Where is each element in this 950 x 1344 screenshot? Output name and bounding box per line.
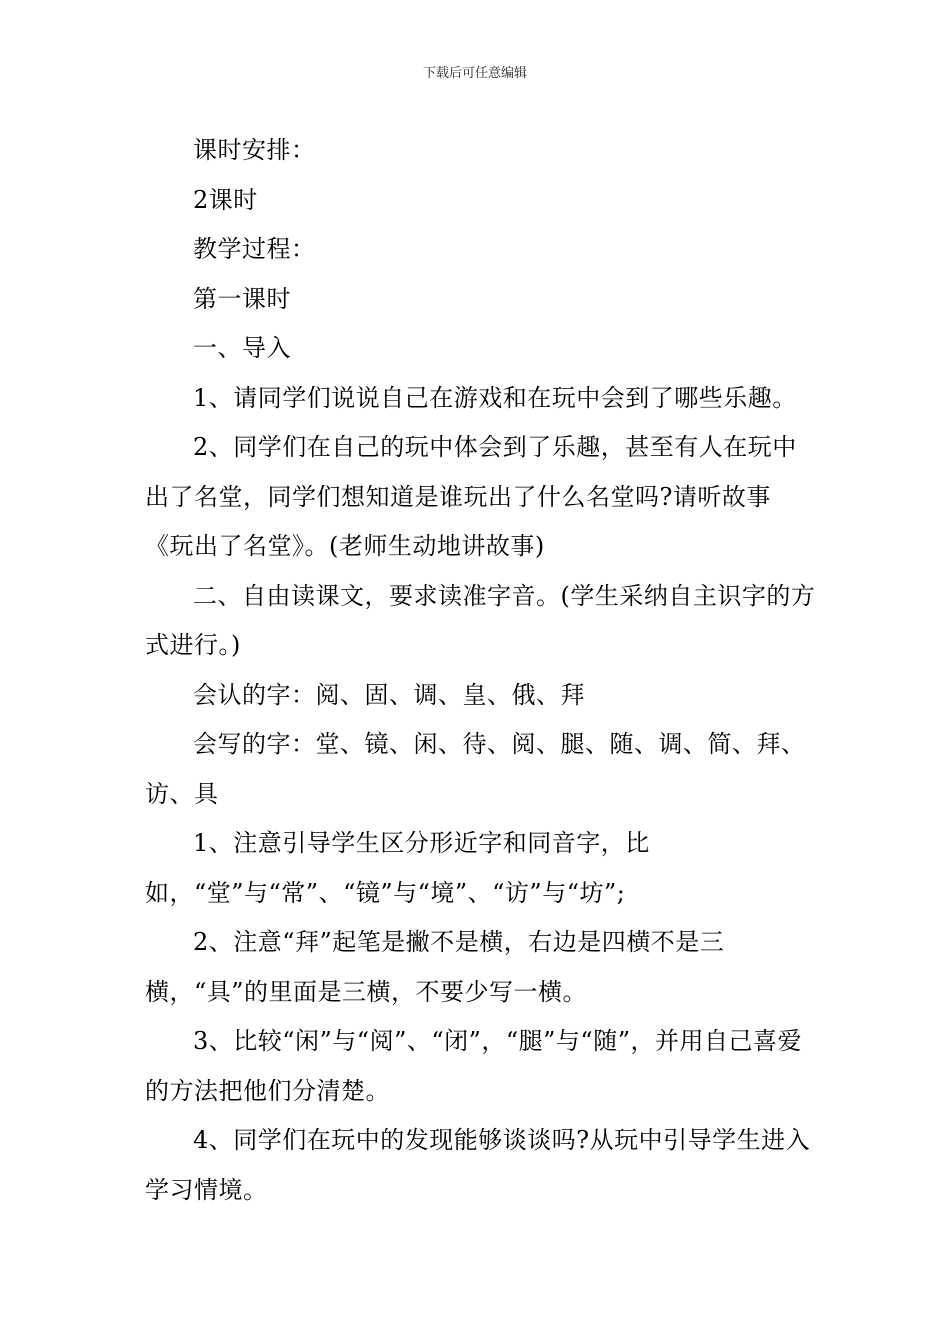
document-body: [145, 126, 817, 1215]
paragraph: 2、同学们在自己的玩中体会到了乐趣，甚至有人在玩中出了名堂，同学们想知道是谁玩出了什么名堂吗?请听故事《玩出了名堂》。(老师生动地讲故事): [145, 433, 797, 560]
section-free-reading: 二、自由读课文，要求读准字音。(学生采纳自主识字的方式进行。): [145, 581, 816, 659]
heading-first-lesson: 第一课时: [193, 284, 291, 313]
section-introduction: 一、导入: [193, 334, 291, 362]
write-characters: 会写的字：堂、镜、闲、待、阅、腿、随、调、简、拜、访、具: [145, 730, 806, 808]
paragraph: 1、注意引导学生区分形近字和同音字，比如，“堂”与“常”、“镜”与“境”、“访”与“坊”;: [145, 829, 650, 907]
paragraph: 2、注意“拜”起笔是撇不是横，右边是四横不是三横，“具”的里面是三横，不要少写一横。: [145, 928, 725, 1006]
paragraph: 4、同学们在玩中的发现能够谈谈吗?从玩中引导学生进入学习情境。: [145, 1126, 811, 1204]
paragraph: 1、请同学们说说自己在游戏和在玩中会到了哪些乐趣。: [193, 383, 797, 412]
page-header: 下载后可任意编辑: [422, 66, 527, 81]
heading-lesson-arrangement: 课时安排：: [193, 136, 316, 164]
paragraph: 3、比较“闲”与“阅”、“闭”，“腿”与“随”，并用自己喜爱的方法把他们分清楚。: [145, 1027, 802, 1105]
heading-teaching-process: 教学过程：: [193, 235, 316, 263]
lesson-count: 2课时: [193, 185, 258, 214]
recognize-characters: 会认的字：阅、固、调、皇、俄、拜: [193, 680, 585, 709]
